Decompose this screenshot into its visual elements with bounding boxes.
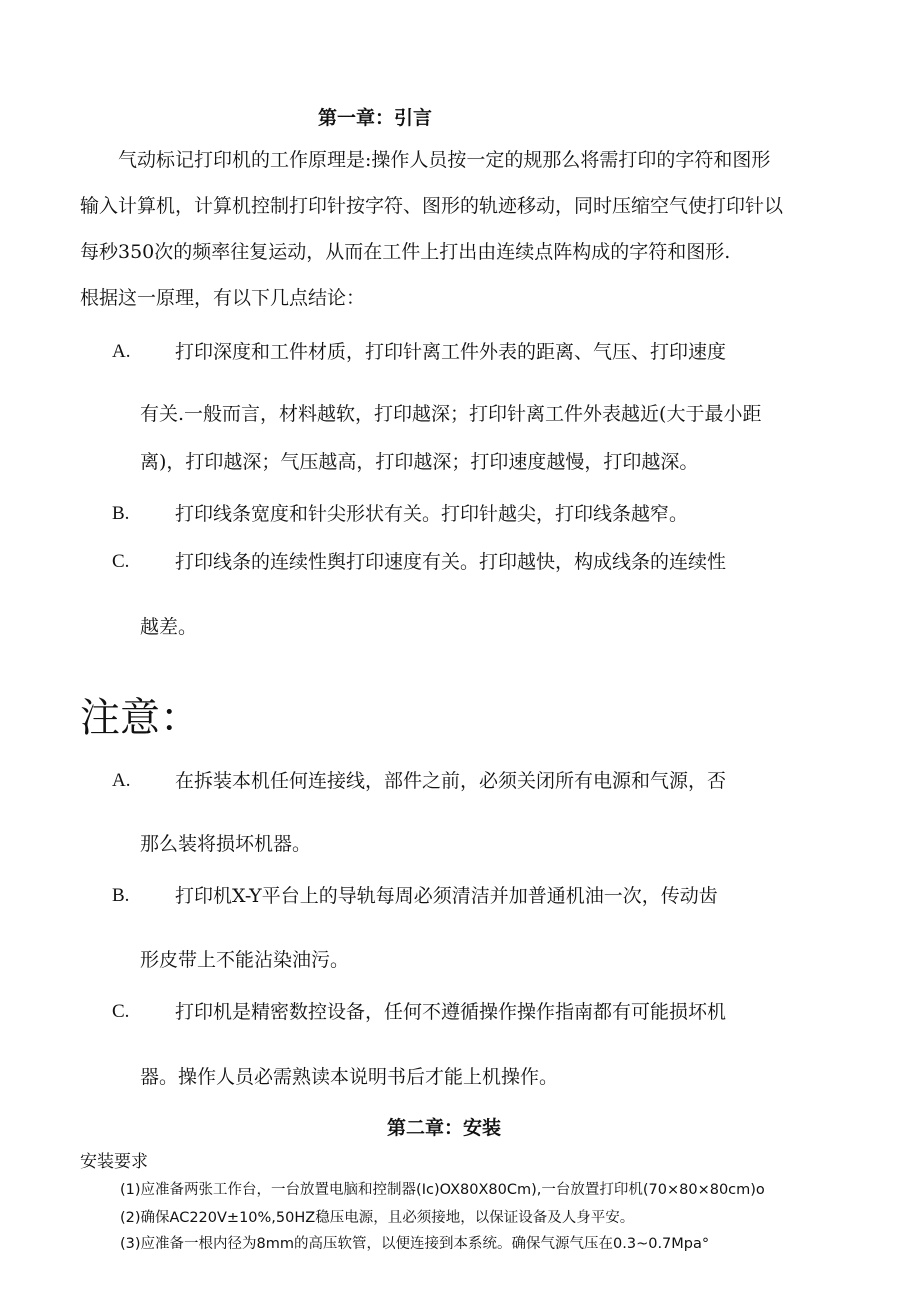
conclusion-b-letter: B. — [112, 503, 130, 524]
notice-a-letter: A. — [112, 770, 131, 791]
conclusion-c-letter: C. — [112, 551, 130, 572]
notice-b-line-2: 形皮带上不能沾染油污。 — [140, 949, 350, 971]
conclusion-a-letter: A. — [112, 341, 131, 362]
intro-line-1: 气动标记打印机的工作原理是:操作人员按一定的规那么将需打印的字符和图形 — [118, 149, 771, 171]
requirement-3: (3)应准备一根内径为8mm的高压软管，以便连接到本系统。确保气源气压在0.3~0.7Mpa° — [120, 1236, 710, 1252]
conclusion-a-line-3: 离)，打印越深；气压越高，打印越深；打印速度越慢，打印越深。 — [140, 451, 699, 473]
intro-line-3: 每秒350次的频率往复运动，从而在工件上打出由连续点阵构成的字符和图形. — [80, 241, 731, 263]
conclusion-c-line-1: 打印线条的连续性舆打印速度有关。打印越快，构成线条的连续性 — [175, 551, 727, 573]
requirement-2: (2)确保AC220V±10%,50HZ稳压电源，且必须接地，以保证设备及人身平安。 — [120, 1210, 635, 1226]
notice-title: 注意： — [80, 695, 200, 741]
notice-a-line-1: 在拆装本机任何连接线，部件之前，必须关闭所有电源和气源，否 — [175, 770, 727, 792]
chapter2-title: 第二章：安装 — [387, 1117, 502, 1139]
conclusion-b-line-1: 打印线条宽度和针尖形状有关。打印针越尖，打印线条越窄。 — [175, 503, 689, 525]
notice-b-letter: B. — [112, 885, 130, 906]
notice-a-line-2: 那么装将损坏机器。 — [140, 833, 312, 855]
notice-c-line-2: 器。操作人员必需熟读本说明书后才能上机操作。 — [140, 1066, 559, 1088]
intro-line-2: 输入计算机，计算机控制打印针按字符、图形的轨迹移动，同时压缩空气使打印针以 — [80, 195, 784, 217]
conclusion-c-line-2: 越差。 — [140, 616, 198, 638]
conclusion-a-line-1: 打印深度和工件材质，打印针离工件外表的距离、气压、打印速度 — [175, 341, 727, 363]
chapter1-title: 第一章：引言 — [318, 107, 433, 129]
requirement-1: (1)应准备两张工作台，一台放置电脑和控制器(Ic)OX80X80Cm),一台放置打印机(70×80×80cm)o — [120, 1182, 765, 1198]
intro-line-4: 根据这一原理，有以下几点结论： — [80, 287, 366, 309]
notice-c-letter: C. — [112, 1001, 130, 1022]
conclusion-a-line-2: 有关.一般而言，材料越软，打印越深；打印针离工件外表越近(大于最小距 — [140, 403, 762, 425]
install-requirements-heading: 安装要求 — [80, 1152, 148, 1172]
notice-b-line-1: 打印机X-Y平台上的导轨每周必须清洁并加普通机油一次，传动齿 — [175, 885, 718, 907]
notice-c-line-1: 打印机是精密数控设备，任何不遵循操作操作指南都有可能损坏机 — [175, 1001, 727, 1023]
